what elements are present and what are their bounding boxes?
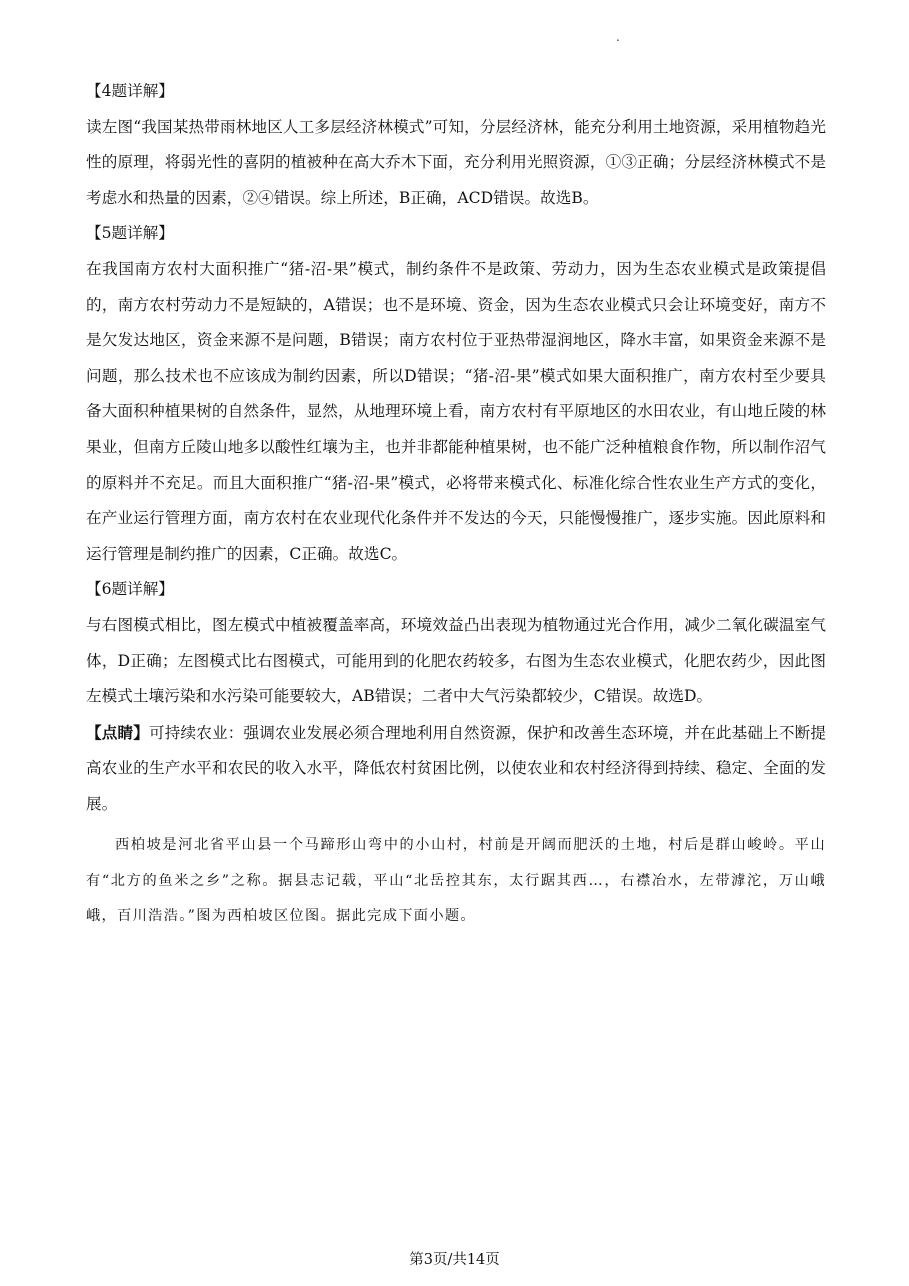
section-6-body: 与右图模式相比，图左模式中植被覆盖率高，环境效益凸出表现为植物通过光合作用，减少二氧化碳温室气体，D正确；左图模式比右图模式，可能用到的化肥农药较多，右图为生态农业模式，化肥农药少，因此图左模式土壤污染和水污染可能要较大，AB错误；二者中大气污染都较少，C错误。故选D。 xyxy=(86,615,826,706)
section-4-heading: 【4题详解】 xyxy=(86,82,174,100)
section-5-body: 在我国南方农村大面积推广“猪-沼-果”模式，制约条件不是政策、劳动力，因为生态农业模式是政策提倡的，南方农村劳动力不是短缺的，A错误；也不是环境、资金，因为生态农业模式只会让环境变好，南方不是欠发达地区，资金来源不是问题，B错误；南方农村位于亚热带湿润地区，降水丰富，如果资金来源不是问题，那么技术也不应该成为制约因素，所以D错误；“猪-沼-果”模式如果大面积推广，南方农村至少要具备大面积种植果树的自然条件，显然，从地理环境上看，南方农村有平原地区的水田农业，有山地丘陵的林果业，但南方丘陵山地多以酸性红壤为主，也并非都能种植果树，也不能广泛种植粮食作物，所以制作沼气的原料并不充足。而且大面积推广“猪-沼-果”模式，必将带来模式化、标准化综合性农业生产方式的变化，在产业运行管理方面，南方农村在农业现代化条件并不发达的今天，只能慢慢推广，逐步实施。因此原料和运行管理是制约推广的因素，C正确。故选C。 xyxy=(86,259,826,563)
key-point-text: 可持续农业：强调农业发展必须合理地利用自然资源，保护和改善生态环境，并在此基础上不断提高农业的生产水平和农民的收入水平，降低农村贫困比例，以使农业和农村经济得到持续、稳定、全面的发展。 xyxy=(86,723,827,813)
key-point-label: 【点睛】 xyxy=(86,722,149,742)
section-4-body: 读左图“我国某热带雨林地区人工多层经济林模式”可知，分层经济林，能充分利用土地资源，采用植物趋光性的原理，将弱光性的喜阴的植被种在高大乔木下面，充分利用光照资源，①③正确；分层经济林模式不是考虑水和热量的因素，②④错误。综上所述，B正确，ACD错误。故选B。 xyxy=(86,117,826,207)
key-point-paragraph xyxy=(86,715,826,823)
section-5-heading: 【5题详解】 xyxy=(86,224,174,243)
page-footer: 第3页/共14页 xyxy=(409,1252,500,1268)
section-6-heading: 【6题详解】 xyxy=(86,580,174,599)
page-content xyxy=(86,74,826,934)
question-material: 西柏坡是河北省平山县一个马蹄形山弯中的小山村，村前是开阔而肥沃的土地，村后是群山峻岭。平山有“北方的鱼米之乡”之称。据县志记载，平山“北岳控其东，太行踞其西…，右襟冶水，左带滹沱，万山峨峨，百川浩浩。”图为西柏坡区位图。据此完成下面小题。 xyxy=(86,837,826,924)
top-mark: . xyxy=(616,30,620,44)
